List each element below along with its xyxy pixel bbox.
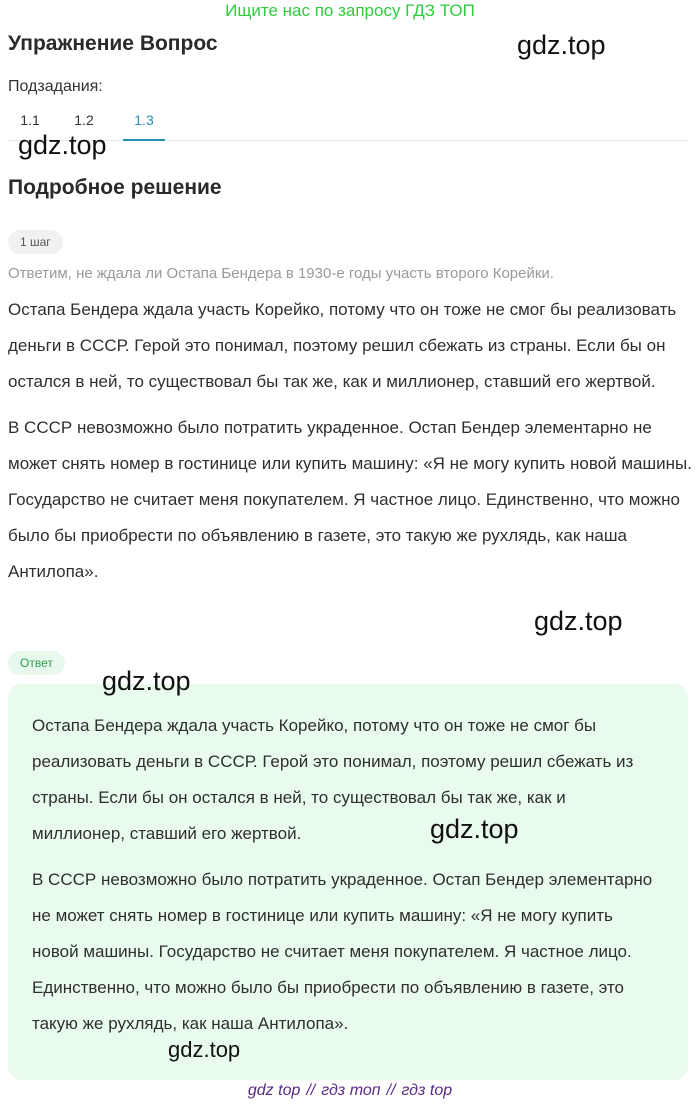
watermark: gdz.top bbox=[102, 666, 191, 696]
page-title: Упражнение Вопрос bbox=[8, 32, 218, 55]
solution-paragraph: Остапа Бендера ждала участь Корейко, потому что он тоже не смог бы реализовать деньги в СССР. Герой это понимал, поэтому решил сбежать из страны. Если бы он остался в ней, то существовал бы так же, как и миллионер, ставший его жертвой. bbox=[8, 300, 677, 391]
tab-1-2[interactable]: 1.2 bbox=[74, 112, 94, 128]
answer-paragraph: Остапа Бендера ждала участь Корейко, потому что он тоже не смог бы реализовать деньги в СССР. Герой это понимал, поэтому решил сбежать из страны. Если бы он остался в ней, то существовал бы так же, как и миллионер, ставший его жертвой. bbox=[32, 716, 634, 843]
answer-badge: Ответ bbox=[8, 651, 65, 675]
top-banner[interactable]: Ищите нас по запросу ГДЗ ТОП bbox=[225, 1, 475, 20]
solution-title: Подробное решение bbox=[8, 176, 222, 199]
solution-body bbox=[8, 292, 692, 600]
footer-links bbox=[0, 1082, 700, 1100]
footer-link[interactable]: гдз top bbox=[401, 1082, 453, 1099]
tab-1-3-active[interactable]: 1.3 bbox=[123, 112, 165, 140]
footer-separator: // bbox=[306, 1082, 316, 1099]
subtask-tabs bbox=[8, 108, 688, 141]
footer-link[interactable]: gdz top bbox=[247, 1082, 301, 1099]
answer-box bbox=[8, 684, 688, 1080]
footer-separator: // bbox=[386, 1082, 396, 1099]
answer-paragraph: В СССР невозможно было потратить украденное. Остап Бендер элементарно не может снять номер в гостинице или купить машину: «Я не могу купить новой машины. Государство не считает меня покупателем. Я частное лицо. Единственно, что можно было бы приобрести по объявлению в газете, это такую же рухлядь, как наша Антилопа». bbox=[32, 870, 653, 1033]
watermark: gdz.top bbox=[534, 606, 623, 636]
step-badge: 1 шаг bbox=[8, 230, 63, 254]
tab-1-1[interactable]: 1.1 bbox=[20, 112, 40, 128]
subtasks-label: Подзадания: bbox=[8, 78, 103, 95]
watermark: gdz.top bbox=[517, 30, 606, 60]
footer-link[interactable]: гдз топ bbox=[321, 1082, 381, 1099]
watermark: gdz.top bbox=[18, 130, 107, 160]
tabs-divider bbox=[8, 140, 688, 141]
watermark: gdz.top bbox=[430, 814, 519, 844]
answer-body bbox=[32, 708, 658, 1052]
watermark: gdz.top bbox=[168, 1037, 241, 1062]
question-text: Ответим, не ждала ли Остапа Бендера в 1930-е годы участь второго Корейки. bbox=[8, 265, 554, 282]
solution-paragraph: В СССР невозможно было потратить украденное. Остап Бендер элементарно не может снять номер в гостинице или купить машину: «Я не могу купить новой машины. Государство не считает меня покупателем. Я частное лицо. Единственно, что можно было бы приобрести по объявлению в газете, это такую же рухлядь, как наша Антилопа». bbox=[8, 418, 692, 581]
